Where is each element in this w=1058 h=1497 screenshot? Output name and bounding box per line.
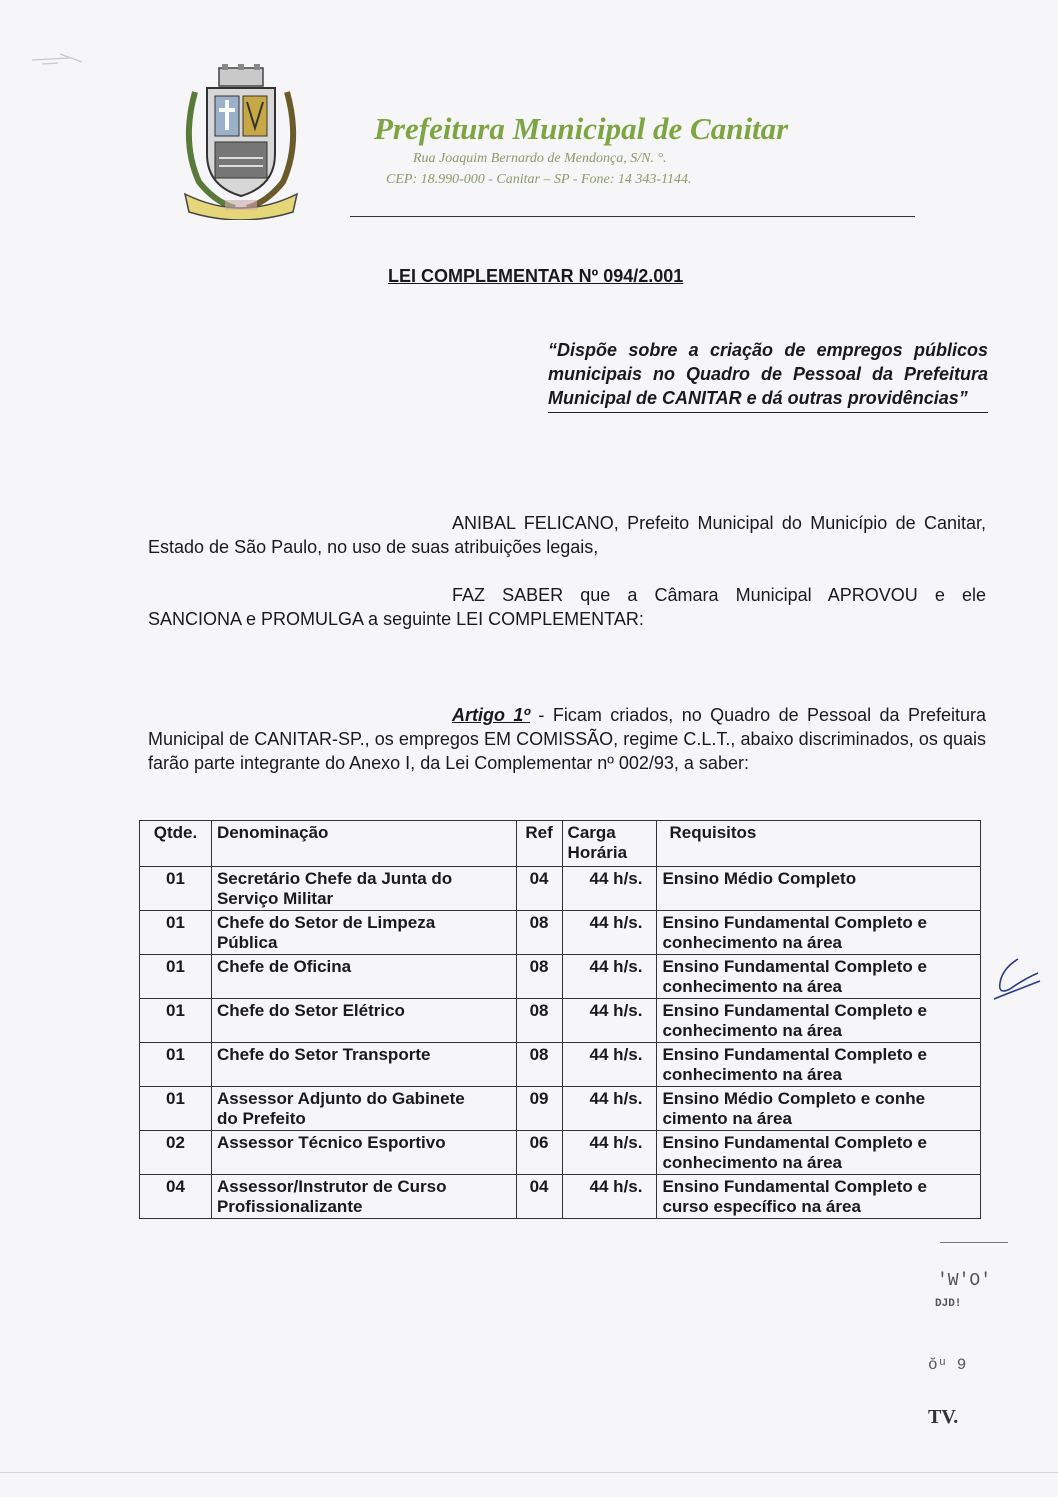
cell-ref xyxy=(516,1131,562,1175)
cell-denominacao xyxy=(211,1043,516,1087)
cell-denominacao-line-2: do Prefeito xyxy=(216,1109,306,1128)
cell-ref-line-1: 08 xyxy=(529,1001,549,1020)
cell-denominacao-line-1: Chefe do Setor Transporte xyxy=(216,1045,431,1064)
cell-qtde xyxy=(140,911,212,955)
cell-requisitos xyxy=(657,999,981,1043)
cell-requisitos-line-1: Ensino Fundamental Completo e xyxy=(662,1045,927,1064)
header-denominacao: Denominação xyxy=(211,821,516,867)
cell-ref-line-1: 04 xyxy=(529,869,549,888)
table-row xyxy=(140,911,981,955)
cell-carga xyxy=(562,999,657,1043)
cell-ref xyxy=(516,1043,562,1087)
article-1-label: Artigo 1º xyxy=(452,705,530,725)
cell-qtde xyxy=(140,955,212,999)
cell-requisitos-line-1: Ensino Médio Completo e conhe xyxy=(662,1089,926,1108)
cell-denominacao xyxy=(211,1087,516,1131)
cell-requisitos xyxy=(657,867,981,911)
handwritten-initials-icon xyxy=(988,955,1044,1007)
cell-requisitos-line-1: Ensino Fundamental Completo e xyxy=(662,957,927,976)
cell-requisitos-line-2: conhecimento na área xyxy=(662,977,842,996)
cell-qtde xyxy=(140,1175,212,1219)
law-title: LEI COMPLEMENTAR Nº 094/2.001 xyxy=(388,266,684,286)
cell-ref-line-1: 08 xyxy=(529,913,549,932)
scan-mark-icon xyxy=(30,48,130,78)
cell-denominacao-line-2: Pública xyxy=(216,933,278,952)
positions-table xyxy=(139,820,981,1219)
org-name: Prefeitura Municipal de Canitar xyxy=(374,111,789,146)
cell-ref xyxy=(516,955,562,999)
cell-carga xyxy=(562,1131,657,1175)
cell-requisitos xyxy=(657,955,981,999)
page-bottom-edge xyxy=(0,1472,1058,1473)
cell-carga xyxy=(562,867,657,911)
cell-denominacao-line-1: Secretário Chefe da Junta do xyxy=(216,869,453,888)
cell-qtde-line-1: 04 xyxy=(166,1177,185,1196)
cell-qtde xyxy=(140,1131,212,1175)
org-cep-phone: CEP: 18.990-000 - Canitar – SP - Fone: 14 343-1144. xyxy=(386,172,692,187)
cell-carga xyxy=(562,955,657,999)
cell-requisitos-line-1: Ensino Fundamental Completo e xyxy=(662,1177,927,1196)
table-row xyxy=(140,1043,981,1087)
cell-denominacao-line-2: Serviço Militar xyxy=(216,889,334,908)
cell-denominacao xyxy=(211,955,516,999)
article-1-text: - Ficam criados, no Quadro de Pessoal da Prefeitura Municipal de CANITAR-SP., os empregos EM COMISSÃO, regime C.L.T., abaixo discriminados, os quais farão parte integrante do Anexo I, da Lei Complementar nº 002/93, a saber: xyxy=(148,705,986,773)
cell-denominacao-line-1: Chefe do Setor de Limpeza xyxy=(216,913,436,932)
preamble-paragraph: ANIBAL FELICANO, Prefeito Municipal do Município de Canitar, Estado de São Paulo, no uso de suas atribuições legais, xyxy=(148,513,986,557)
law-ementa: “Dispõe sobre a criação de empregos públicos municipais no Quadro de Pessoal da Prefeitura Municipal de CANITAR e dá outras providências” xyxy=(548,338,988,413)
table-row xyxy=(140,999,981,1043)
cell-carga-line-1: 44 h/s. xyxy=(589,957,643,976)
cell-qtde-line-1: 01 xyxy=(166,1045,185,1064)
margin-stamp-3: ŏᵘ 9 xyxy=(928,1356,967,1374)
cell-carga-line-1: 44 h/s. xyxy=(589,913,643,932)
cell-denominacao-line-1: Assessor Adjunto do Gabinete xyxy=(216,1089,465,1108)
cell-carga xyxy=(562,1087,657,1131)
cell-denominacao-line-1: Chefe de Oficina xyxy=(216,957,352,976)
margin-stamp-1: 'W'O' xyxy=(937,1271,992,1291)
cell-ref xyxy=(516,867,562,911)
cell-denominacao-line-2: Profissionalizante xyxy=(216,1197,363,1216)
header-ref: Ref xyxy=(516,821,562,867)
header-qtde: Qtde. xyxy=(140,821,212,867)
table-row xyxy=(140,1175,981,1219)
cell-denominacao xyxy=(211,1175,516,1219)
header-requisitos: Requisitos xyxy=(657,821,981,867)
cell-carga xyxy=(562,911,657,955)
cell-requisitos-line-1: Ensino Fundamental Completo e xyxy=(662,1001,927,1020)
cell-denominacao xyxy=(211,999,516,1043)
cell-qtde-line-1: 01 xyxy=(166,913,185,932)
table-header-row xyxy=(140,821,981,867)
cell-denominacao-line-1: Assessor Técnico Esportivo xyxy=(216,1133,446,1152)
cell-carga-line-1: 44 h/s. xyxy=(589,1089,643,1108)
cell-requisitos-line-1: Ensino Médio Completo xyxy=(662,869,857,888)
cell-ref-line-1: 09 xyxy=(529,1089,549,1108)
cell-requisitos xyxy=(657,1043,981,1087)
cell-requisitos-line-2: cimento na área xyxy=(662,1109,792,1128)
cell-carga xyxy=(562,1043,657,1087)
cell-carga-line-1: 44 h/s. xyxy=(589,1133,643,1152)
cell-requisitos-line-1: Ensino Fundamental Completo e xyxy=(662,1133,927,1152)
cell-denominacao-line-1: Chefe do Setor Elétrico xyxy=(216,1001,405,1020)
cell-carga-line-1: 44 h/s. xyxy=(589,1045,643,1064)
header-carga-horaria xyxy=(562,821,657,867)
table-row xyxy=(140,867,981,911)
table-row xyxy=(140,1087,981,1131)
cell-denominacao xyxy=(211,911,516,955)
cell-qtde-line-1: 01 xyxy=(166,1089,185,1108)
cell-denominacao-line-1: Assessor/Instrutor de Curso xyxy=(216,1177,447,1196)
promulgation-paragraph: FAZ SABER que a Câmara Municipal APROVOU e ele SANCIONA e PROMULGA a seguinte LEI COMPLEMENTAR: xyxy=(148,585,986,629)
cell-carga-line-1: 44 h/s. xyxy=(589,1177,643,1196)
cell-qtde-line-1: 02 xyxy=(166,1133,185,1152)
cell-ref-line-1: 08 xyxy=(529,957,549,976)
cell-qtde-line-1: 01 xyxy=(166,869,185,888)
cell-requisitos-line-2: conhecimento na área xyxy=(662,933,842,952)
header-carga-line-2: Horária xyxy=(567,843,628,862)
cell-carga xyxy=(562,1175,657,1219)
cell-requisitos-line-1: Ensino Fundamental Completo e xyxy=(662,913,927,932)
municipal-coat-of-arms-icon xyxy=(175,62,307,220)
cell-requisitos-line-2: conhecimento na área xyxy=(662,1153,842,1172)
cell-requisitos-line-2: conhecimento na área xyxy=(662,1021,842,1040)
cell-carga-line-1: 44 h/s. xyxy=(589,869,643,888)
margin-dash xyxy=(940,1242,1008,1243)
table-row xyxy=(140,1131,981,1175)
cell-requisitos xyxy=(657,1087,981,1131)
cell-ref xyxy=(516,1087,562,1131)
cell-denominacao xyxy=(211,1131,516,1175)
margin-stamp-2: DJD! xyxy=(935,1298,962,1310)
margin-stamp-4: TV. xyxy=(928,1406,959,1428)
cell-ref-line-1: 04 xyxy=(529,1177,549,1196)
table-row xyxy=(140,955,981,999)
header-carga-line-1: Carga xyxy=(567,823,616,842)
cell-qtde-line-1: 01 xyxy=(166,957,185,976)
cell-ref xyxy=(516,1175,562,1219)
cell-qtde xyxy=(140,1043,212,1087)
cell-ref-line-1: 08 xyxy=(529,1045,549,1064)
cell-requisitos-line-2: conhecimento na área xyxy=(662,1065,842,1084)
org-address: Rua Joaquim Bernardo de Mendonça, S/N. °. xyxy=(413,151,667,166)
cell-requisitos xyxy=(657,1131,981,1175)
cell-qtde xyxy=(140,999,212,1043)
cell-ref-line-1: 06 xyxy=(529,1133,549,1152)
article-1-paragraph xyxy=(148,703,986,775)
header-divider xyxy=(350,216,915,217)
cell-ref xyxy=(516,999,562,1043)
cell-denominacao xyxy=(211,867,516,911)
cell-requisitos xyxy=(657,1175,981,1219)
cell-qtde-line-1: 01 xyxy=(166,1001,185,1020)
cell-requisitos-line-2: curso específico na área xyxy=(662,1197,861,1216)
cell-carga-line-1: 44 h/s. xyxy=(589,1001,643,1020)
cell-qtde xyxy=(140,1087,212,1131)
cell-ref xyxy=(516,911,562,955)
cell-requisitos xyxy=(657,911,981,955)
cell-qtde xyxy=(140,867,212,911)
